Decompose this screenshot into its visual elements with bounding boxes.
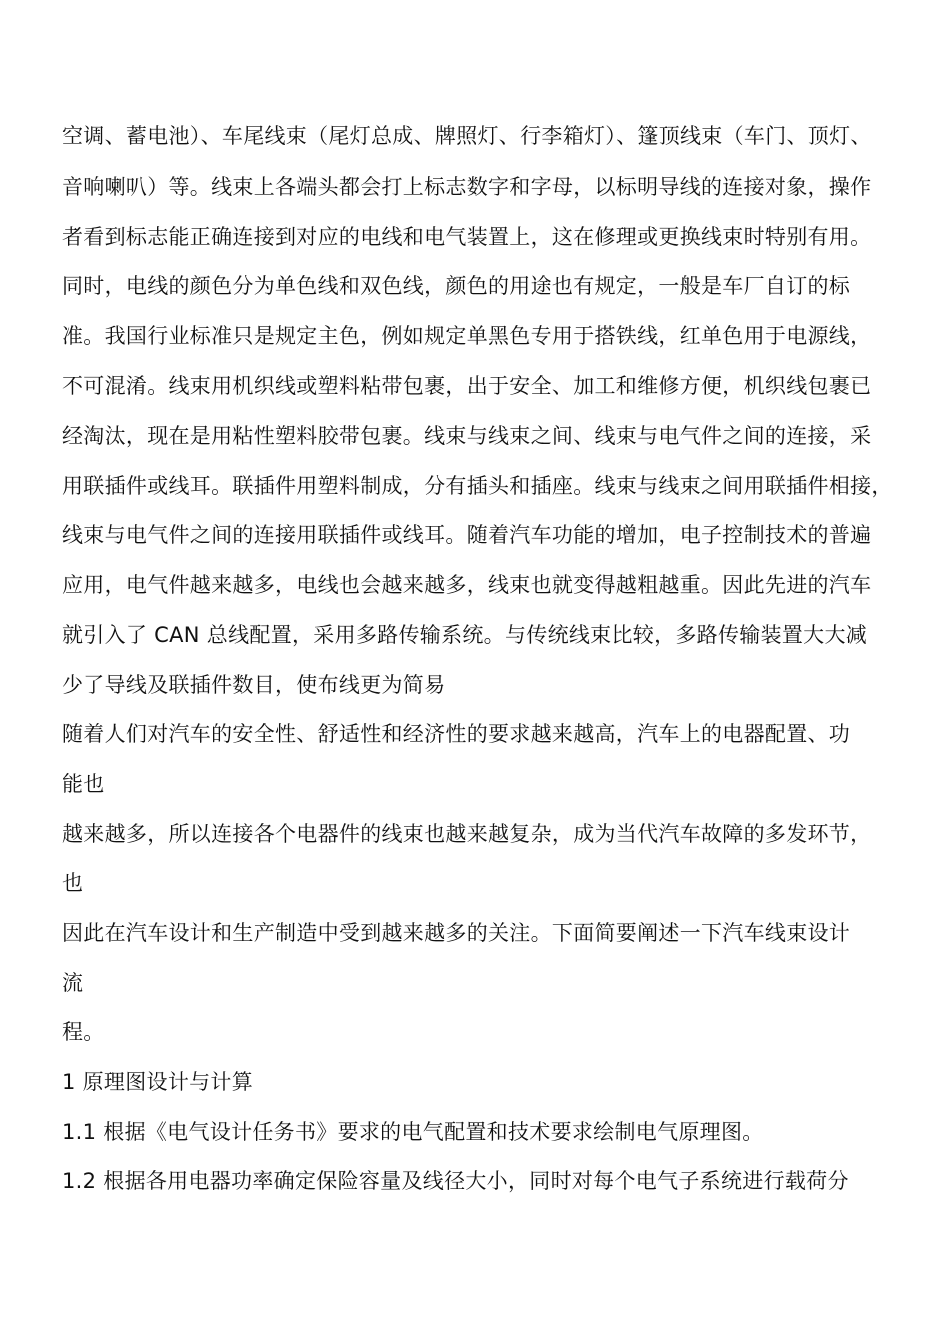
text-line: 线束与电气件之间的连接用联插件或线耳。随着汽车功能的增加，电子控制技术的普遍: [62, 523, 872, 547]
subsection-line: 1.1 根据《电气设计任务书》要求的电气配置和技术要求绘制电气原理图。: [62, 1120, 764, 1144]
text-line: 流: [62, 971, 84, 995]
text-line: 音响喇叭）等。线束上各端头都会打上标志数字和字母，以标明导线的连接对象，操作: [62, 175, 872, 199]
text-line: 程。: [62, 1020, 105, 1044]
text-line: 因此在汽车设计和生产制造中受到越来越多的关注。下面简要阐述一下汽车线束设计: [62, 921, 851, 945]
text-line: 用联插件或线耳。联插件用塑料制成，分有插头和插座。线束与线束之间用联插件相接，: [62, 474, 893, 498]
text-line: 越来越多，所以连接各个电器件的线束也越来越复杂，成为当代汽车故障的多发环节，: [62, 822, 872, 846]
text-line: 随着人们对汽车的安全性、舒适性和经济性的要求越来越高，汽车上的电器配置、功: [62, 722, 851, 746]
section-heading: 1 原理图设计与计算: [62, 1070, 254, 1094]
text-line: 应用，电气件越来越多，电线也会越来越多，线束也就变得越粗越重。因此先进的汽车: [62, 573, 872, 597]
text-line: 就引入了 CAN 总线配置，采用多路传输系统。与传统线束比较，多路传输装置大大减: [62, 623, 868, 647]
text-line: 空调、蓄电池）、车尾线束（尾灯总成、牌照灯、行李箱灯）、篷顶线束（车门、顶灯、: [62, 124, 872, 148]
subsection-line: 1.2 根据各用电器功率确定保险容量及线径大小，同时对每个电气子系统进行载荷分: [62, 1169, 849, 1193]
text-line: 少了导线及联插件数目，使布线更为简易: [62, 673, 446, 697]
text-line: 经淘汰，现在是用粘性塑料胶带包裹。线束与线束之间、线束与电气件之间的连接，采: [62, 424, 872, 448]
text-line: 不可混淆。线束用机织线或塑料粘带包裹，出于安全、加工和维修方便，机织线包裹已: [62, 374, 872, 398]
text-line: 同时，电线的颜色分为单色线和双色线，颜色的用途也有规定，一般是车厂自订的标: [62, 274, 851, 298]
text-line: 者看到标志能正确连接到对应的电线和电气装置上，这在修理或更换线束时特别有用。: [62, 225, 872, 249]
text-line: 也: [62, 871, 84, 895]
text-line: 能也: [62, 772, 105, 796]
text-line: 准。我国行业标准只是规定主色，例如规定单黑色专用于搭铁线，红单色用于电源线，: [62, 324, 872, 348]
